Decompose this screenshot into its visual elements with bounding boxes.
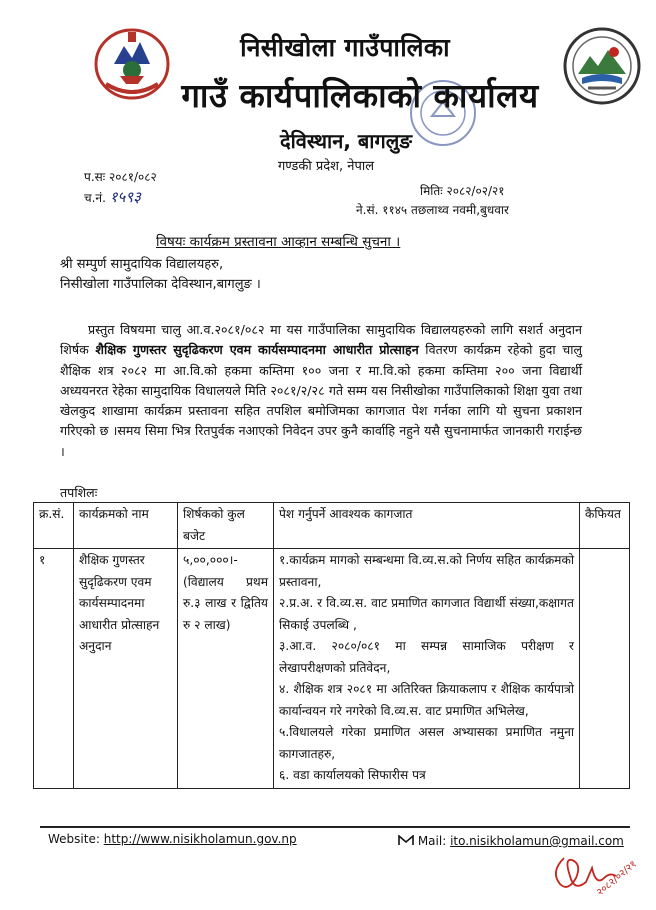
cell-sn: १ bbox=[34, 549, 74, 789]
document-item: ३.आ.व. २०८०/०८१ मा सम्पन्न सामाजिक परीक्षण र लेखापरीक्षणको प्रतिवेदन, bbox=[279, 639, 574, 675]
website-link[interactable]: http://www.nisikholamun.gov.np bbox=[103, 832, 297, 846]
document-item: ४. शैक्षिक शत्र २०८१ मा अतिरिक्त क्रियाकलाप र शैक्षिक कार्यपात्रो कार्यान्वयन गरे नगरेको वि.व्य.स. वाट प्रमाणित अभिलेख, bbox=[279, 682, 574, 718]
letter-subject: विषयः कार्यक्रम प्रस्तावना आव्हान सम्बन्धि सुचना । bbox=[156, 234, 401, 250]
table-header-row bbox=[34, 503, 630, 549]
body-text-2: वितरण कार्यक्रम रहेको हुदा चालु शैक्षिक शत्र २०८२ मा आ.वि.को हकमा कम्तिमा १०० जना र मा.वि.को हकमा कम्तिमा २०० जना विद्यार्थी अध्ययनरत रेहेका सामुदायिक विधालयले मिति २०८१/२/२८ गते सम्म यस निसीखोका गाउँपालिकाको शिक्षा युवा तथा खेलकुद शाखामा कार्यक्रम प्रस्तावना सहित तपशिल बमोजिमका कागजात पेश गर्नका लागि यो सुचना प्रकाशन गरिएको छ ।समय सिमा भित्र रितपुर्वक नआएको निवेदन उपर कुनै कार्वाहि नहुने यसै सुचनामार्फत जानकारी गराईन्छ । bbox=[60, 342, 582, 459]
header-documents: पेश गर्नुपर्ने आवश्यक कागजात bbox=[274, 503, 580, 549]
dispatch-number bbox=[84, 187, 141, 207]
document-item: १.कार्यक्रम मागको सम्बन्धमा वि.व्य.स.को निर्णय सहित कार्यक्रमको प्रस्तावना, bbox=[279, 553, 574, 589]
recipient-line-1: श्री सम्पुर्ण सामुदायिक विद्यालयहरु, bbox=[60, 257, 224, 272]
reference-number: प.सः २०८१/०८२ bbox=[84, 170, 157, 184]
document-item: २.प्र.अ. र वि.व्य.स. वाट प्रमाणित कागजात विद्यार्थी संख्या,कक्षागत सिकाई उपलब्धि , bbox=[279, 596, 574, 632]
municipality-name: निसीखोला गाउँपालिका bbox=[240, 33, 450, 62]
cell-program: शैक्षिक गुणस्तर सुदृढिकरण एवम कार्यसम्पादनमा आधारीत प्रोत्साहन अनुदान bbox=[74, 549, 178, 789]
cell-documents bbox=[274, 549, 580, 789]
recipient-line-2: निसीखोला गाउँपालिका देविस्थान,बागलुङ । bbox=[60, 277, 261, 292]
handwritten-signature bbox=[546, 838, 646, 906]
letter-date: मितिः २०८२/०२/२१ bbox=[420, 184, 505, 198]
header-sn: क्र.सं. bbox=[34, 503, 74, 549]
document-item: ६. वडा कार्यालयको सिफारीस पत्र bbox=[279, 768, 426, 782]
details-table bbox=[33, 502, 630, 789]
municipality-logo-icon bbox=[562, 26, 642, 106]
dispatch-number-label: च.नं. bbox=[84, 191, 106, 205]
dispatch-number-value: १५९३ bbox=[109, 188, 141, 206]
province-line: गण्डकी प्रदेश, नेपाल bbox=[277, 159, 375, 174]
footer-website bbox=[48, 832, 297, 846]
header-program: कार्यक्रमको नाम bbox=[74, 503, 178, 549]
table-row bbox=[34, 549, 630, 789]
body-paragraph bbox=[60, 320, 582, 462]
office-place: देविस्थान, बागलुङ bbox=[279, 129, 413, 153]
mail-link[interactable]: ito.nisikholamun@gmail.com bbox=[450, 834, 624, 848]
cell-budget: ५,००,०००।- (विद्यालय प्रथम रु.३ लाख र द्वितिय रु २ लाख) bbox=[178, 549, 274, 789]
cell-remarks bbox=[580, 549, 630, 789]
footer-divider bbox=[40, 826, 630, 828]
signature-date-note: २०८२/०२/२१ bbox=[594, 858, 639, 899]
website-label: Website: bbox=[48, 832, 100, 846]
body-text-bold: शैक्षिक गुणस्तर सुदृढिकरण एवम कार्यसम्पादनमा आधारीत प्रोत्साहन bbox=[95, 342, 419, 358]
body-text-1: प्रस्तुत विषयमा चालु आ.व.२०८१/०८२ मा यस गाउँपालिका सामुदायिक विद्यालयहरुको लागि सशर्त अनुदान शिर्षक bbox=[60, 322, 582, 358]
office-name: गाउँ कार्यपालिकाको कार्यालय bbox=[181, 76, 539, 115]
document-item: ५.विधालयले गरेका प्रमाणित असल अभ्यासका प्रमाणित नमुना कागजातहरु, bbox=[279, 725, 574, 761]
details-heading: तपशिलः bbox=[60, 485, 98, 500]
nepal-sambat-date: ने.सं. ११४५ तछलाथ्व नवमी,बुधवार bbox=[356, 203, 509, 217]
mail-icon bbox=[398, 835, 414, 846]
mail-label: Mail: bbox=[417, 834, 447, 848]
header-remarks: कैफियत bbox=[580, 503, 630, 549]
header-budget: शिर्षकको कुल बजेट bbox=[178, 503, 274, 549]
